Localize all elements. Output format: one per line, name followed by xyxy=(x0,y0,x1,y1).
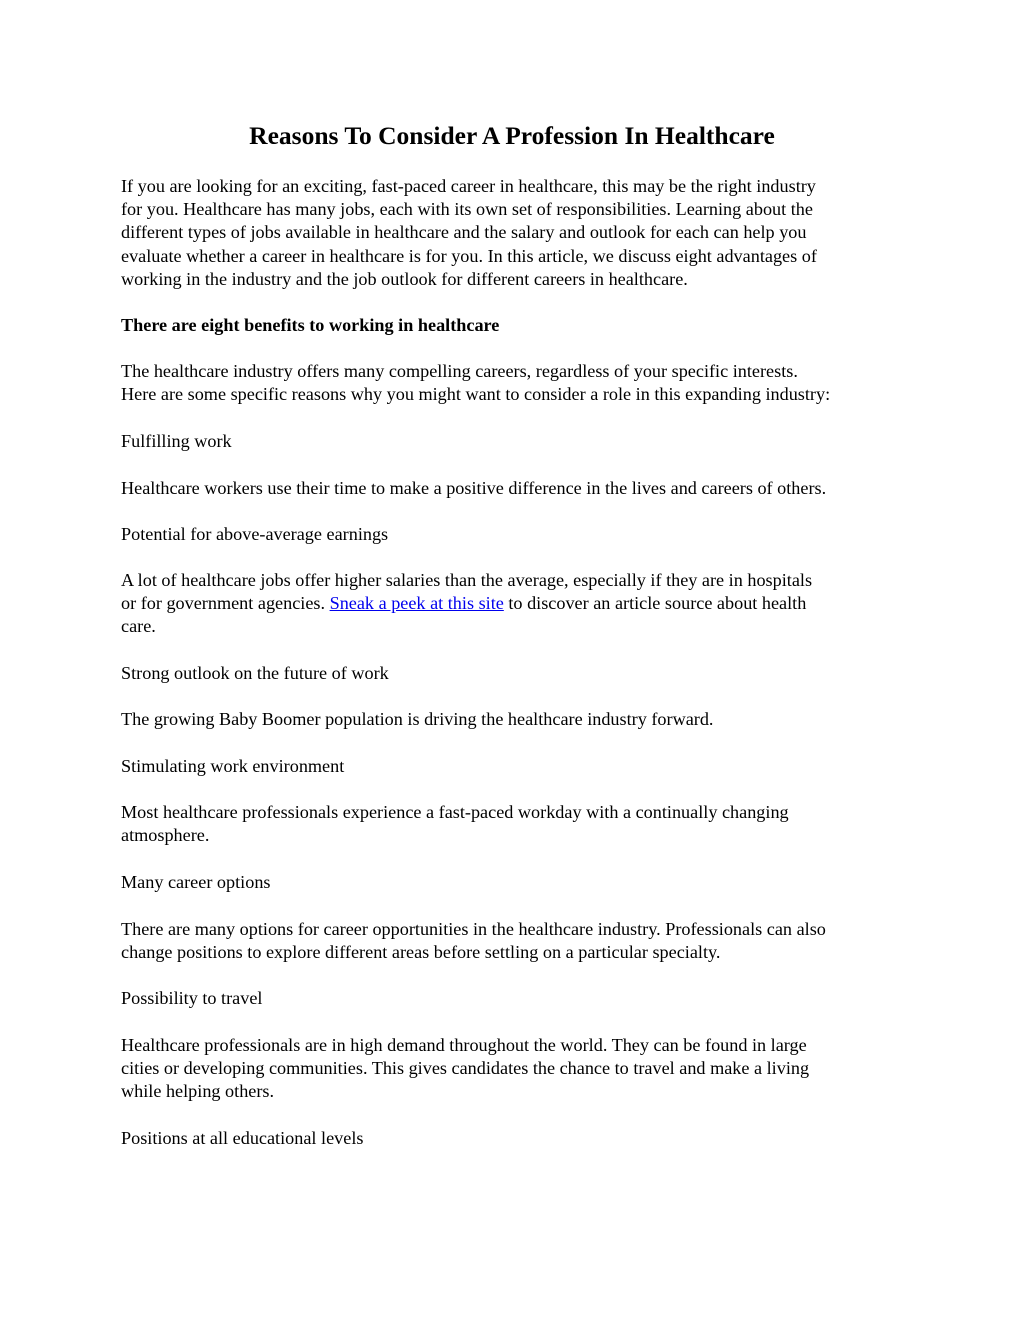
benefit-body-line: There are many options for career opportunities in the healthcare industry. Professionals can also xyxy=(121,919,826,939)
benefit-heading-earnings: Potential for above-average earnings xyxy=(121,524,389,544)
benefit-body-line: cities or developing communities. This gives candidates the chance to travel and make a living xyxy=(121,1058,810,1079)
benefit-body-line: Healthcare professionals are in high demand throughout the world. They can be found in large xyxy=(121,1035,807,1055)
benefit-heading-outlook: Strong outlook on the future of work xyxy=(121,663,389,683)
benefit-body-line: Most healthcare professionals experience a fast-paced workday with a continually changing xyxy=(121,802,789,822)
intro-line: evaluate whether a career in healthcare is for you. In this article, we discuss eight advantages of xyxy=(121,245,817,266)
benefit-body-travel xyxy=(121,1034,809,1104)
benefit-heading-education-levels: Positions at all educational levels xyxy=(121,1128,364,1148)
section-intro-line: Here are some specific reasons why you might want to consider a role in this expanding industry: xyxy=(121,384,831,405)
benefit-body-line-with-link xyxy=(121,592,812,615)
benefit-body-line: Healthcare workers use their time to make a positive difference in the lives and careers of others. xyxy=(121,478,827,498)
section-intro-line: The healthcare industry offers many compelling careers, regardless of your specific interests. xyxy=(121,361,798,381)
benefit-body-outlook xyxy=(121,708,713,731)
benefit-body-text: or for government agencies. xyxy=(121,593,330,614)
benefit-body-earnings xyxy=(121,569,812,639)
benefit-body-line: change positions to explore different areas before settling on a particular specialty. xyxy=(121,942,721,963)
benefit-heading-fulfilling-work: Fulfilling work xyxy=(121,431,232,451)
benefit-body-environment xyxy=(121,801,789,847)
intro-paragraph xyxy=(121,175,817,291)
benefit-heading-career-options: Many career options xyxy=(121,872,271,892)
intro-line: working in the industry and the job outlook for different careers in healthcare. xyxy=(121,268,688,289)
benefit-body-career-options xyxy=(121,918,826,964)
benefit-body-line: atmosphere. xyxy=(121,825,210,846)
benefit-body-line: while helping others. xyxy=(121,1081,275,1102)
benefit-body-fulfilling-work xyxy=(121,477,826,500)
intro-line: If you are looking for an exciting, fast-paced career in healthcare, this may be the right industry xyxy=(121,176,816,196)
document-title: Reasons To Consider A Profession In Healthcare xyxy=(249,121,775,150)
section-intro-paragraph xyxy=(121,360,830,406)
benefit-body-line: The growing Baby Boomer population is driving the healthcare industry forward. xyxy=(121,709,714,729)
intro-line: for you. Healthcare has many jobs, each with its own set of responsibilities. Learning about the xyxy=(121,199,813,220)
benefit-body-line: care. xyxy=(121,616,156,637)
intro-line: different types of jobs available in healthcare and the salary and outlook for each can help you xyxy=(121,222,807,243)
article-source-link[interactable]: Sneak a peek at this site xyxy=(329,593,504,614)
benefit-body-line: A lot of healthcare jobs offer higher salaries than the average, especially if they are in hospitals xyxy=(121,570,813,590)
benefit-heading-environment: Stimulating work environment xyxy=(121,756,345,776)
section-heading: There are eight benefits to working in healthcare xyxy=(121,315,500,335)
benefit-heading-travel: Possibility to travel xyxy=(121,988,263,1008)
benefit-body-text: to discover an article source about health xyxy=(503,593,807,614)
